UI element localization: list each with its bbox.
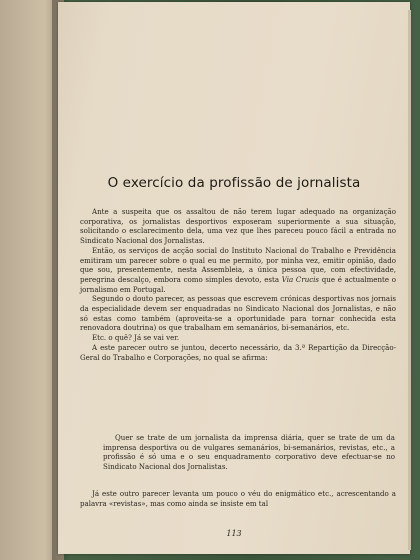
closing-paragraph: Já este outro parecer levanta um pouco o véu do enigmático etc., acrescentando a palavra «revistas», mas como ainda se insiste em tal: [80, 489, 396, 508]
page-number: 113: [226, 529, 242, 538]
block-quote: [103, 433, 395, 472]
paragraph-2-end: que é actualmente o jornalismo em Portugal.: [80, 274, 396, 294]
page-title: O exercício da profissão de jornalista: [107, 175, 361, 191]
page-stack-edge: [408, 10, 411, 550]
closing-text: [80, 489, 396, 508]
paragraph-3: Segundo o douto parecer, as pessoas que escrevem crónicas desportivas nos jornais da especialidade devem ser enquadradas no Sindicato Nacional dos Jornalistas, e não só estas como também (aproveita-se a oportunidade para tornar conhecida esta renovadora doutrina) os que trabalham em semanários, bi-semanários, etc.: [80, 294, 396, 333]
quote-text: Quer se trate de um jornalista da imprensa diária, quer se trate de um da imprensa desportiva ou de vulgares semanários, bi-semanários, revistas, etc., a profissão é só uma e o seu enquadramento corporativo deve efectuar-se no Sindicato Nacional dos Jornalistas.: [103, 433, 395, 472]
paragraph-2: [80, 246, 396, 295]
via-crucis-italic: Via Crucis: [281, 274, 320, 284]
book-page: [58, 2, 410, 554]
body-text: [80, 207, 396, 362]
paragraph-2-text: Então, os serviços de acção social do Instituto Nacional do Trabalho e Previdência emitiram um parecer sobre o qual eu me permito, por minha vez, emitir opinião, dado que sou, presentemente, nesta Assembleia, a única pessoa que, com efectividade, peregrina descalço, embora como simples devoto, esta: [80, 245, 396, 284]
paragraph-1: Ante a suspeita que os assaltou de não terem lugar adequado na organização corporativa, os jornalistas desportivos exposeram superiormente a sua situação, solicitando o esclarecimento dela, uma vez que lhes pareceu pouco fácil a entrada no Sindicato Nacional dos Jornalistas.: [80, 207, 396, 246]
paragraph-4: Etc. o quê? Já se vai ver.: [92, 333, 180, 343]
paragraph-5: A este parecer outro se juntou, decerto necessário, da 3.ª Repartição da Direcção-Geral do Trabalho e Corporações, no qual se afirma:: [80, 342, 396, 362]
